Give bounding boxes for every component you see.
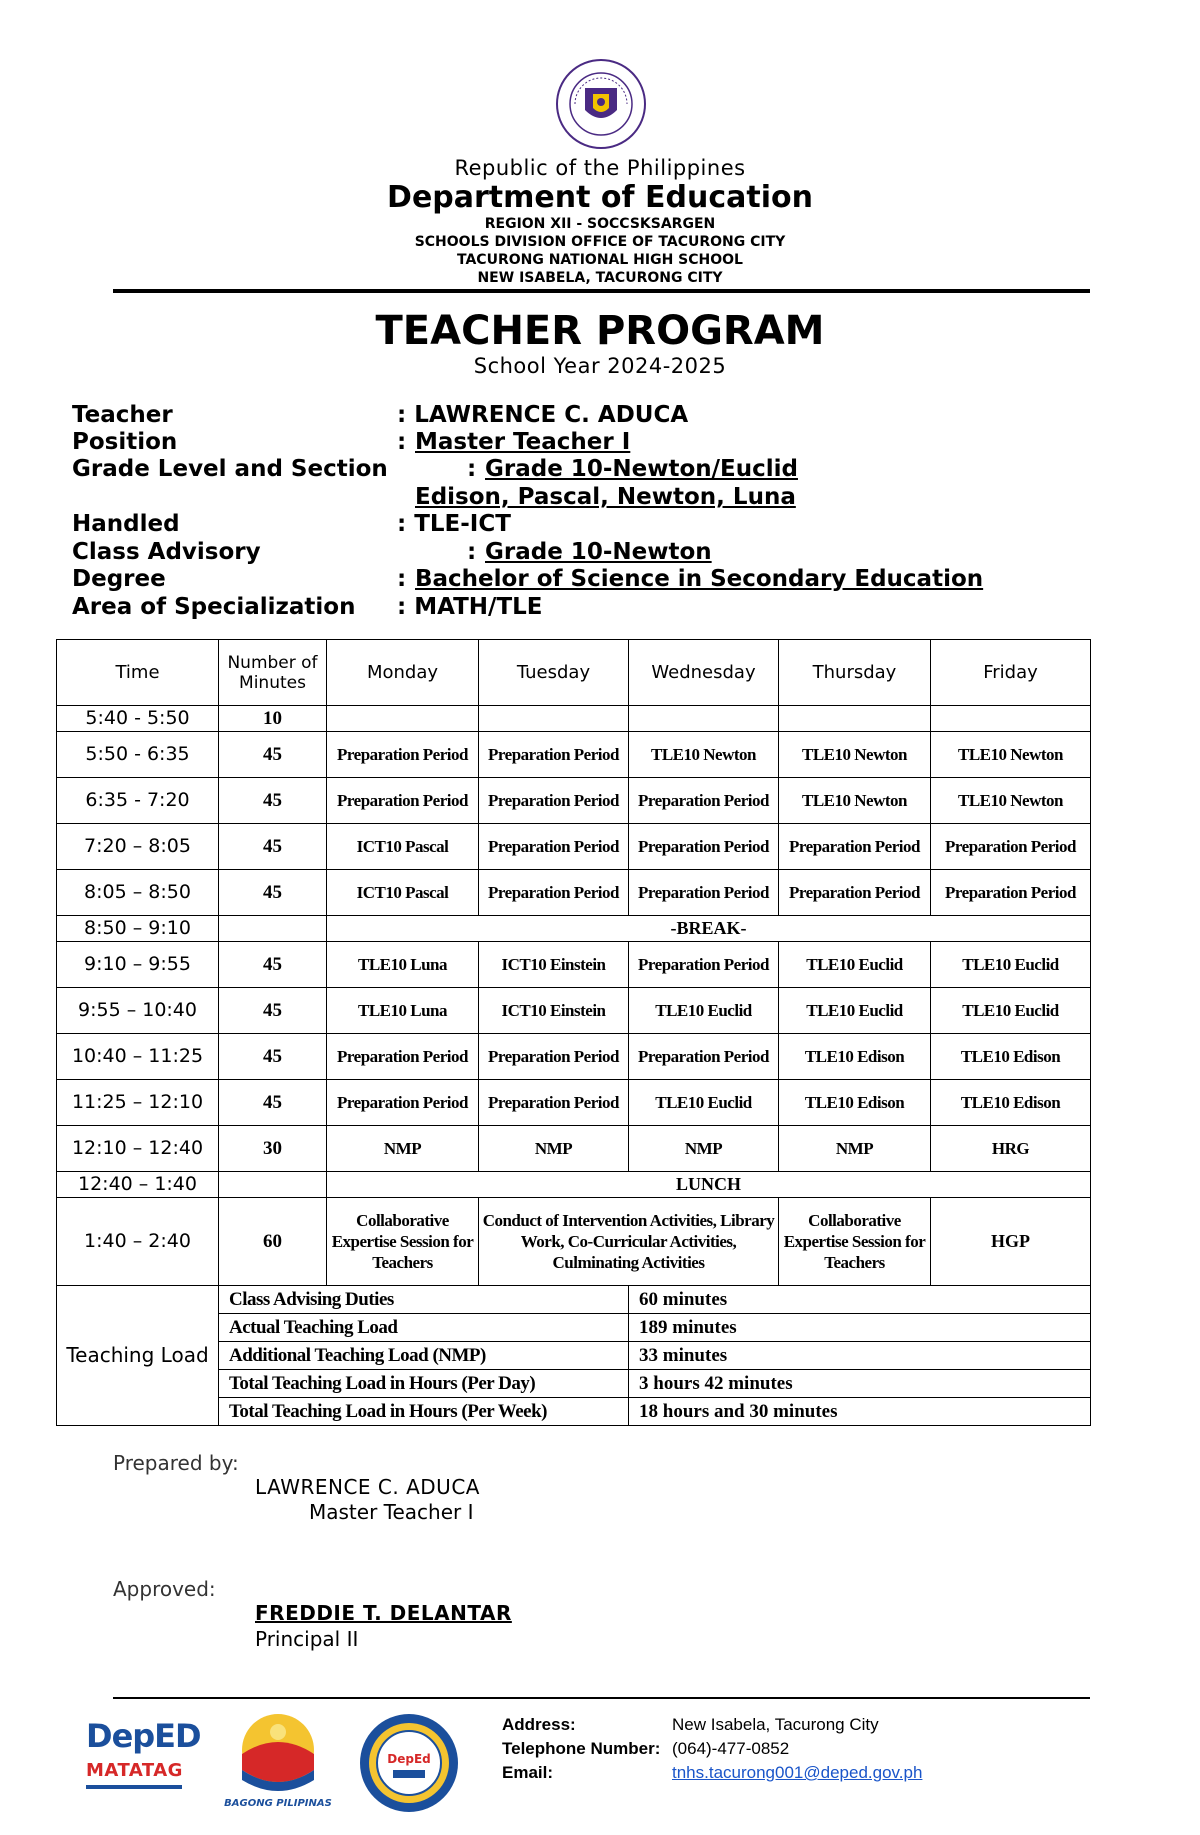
class-cell-tue: Preparation Period	[479, 778, 629, 824]
time-cell: 6:35 - 7:20	[57, 778, 219, 824]
col-thursday: Thursday	[779, 640, 931, 706]
time-cell: 1:40 – 2:40	[57, 1198, 219, 1286]
schedule-row	[57, 1126, 1091, 1172]
bagong-pilipinas-text: BAGONG PILIPINAS	[224, 1798, 332, 1809]
class-cell-thu: Preparation Period	[779, 824, 931, 870]
class-cell-mon: TLE10 Luna	[327, 988, 479, 1034]
schedule-table	[56, 639, 1091, 1426]
class-cell-thu	[779, 706, 931, 732]
schedule-row	[57, 778, 1091, 824]
page-title: TEACHER PROGRAM	[375, 308, 825, 354]
class-cell-fri: TLE10 Newton	[931, 732, 1091, 778]
class-cell-fri: TLE10 Edison	[931, 1034, 1091, 1080]
class-cell-mon: Preparation Period	[327, 732, 479, 778]
time-cell: 9:55 – 10:40	[57, 988, 219, 1034]
time-cell: 10:40 – 11:25	[57, 1034, 219, 1080]
teaching-load-value: 33 minutes	[629, 1342, 1091, 1370]
advisory-value: Grade 10-Newton	[485, 539, 712, 565]
minutes-cell: 45	[219, 824, 327, 870]
class-cell-wed: NMP	[629, 1126, 779, 1172]
handled-label: Handled	[72, 511, 180, 537]
class-cell-fri: TLE10 Edison	[931, 1080, 1091, 1126]
schedule-row	[57, 988, 1091, 1034]
class-cell-fri: HGP	[931, 1198, 1091, 1286]
phone-label: Telephone Number:	[502, 1739, 661, 1758]
class-cell-fri: TLE10 Newton	[931, 778, 1091, 824]
class-cell-wed	[629, 706, 779, 732]
schedule-row	[57, 824, 1091, 870]
approved-label: Approved:	[113, 1577, 216, 1601]
minutes-cell: 45	[219, 778, 327, 824]
class-cell-mon: ICT10 Pascal	[327, 824, 479, 870]
approved-title: Principal II	[255, 1627, 359, 1651]
teaching-load-name: Additional Teaching Load (NMP)	[219, 1342, 629, 1370]
teaching-load-value: 3 hours 42 minutes	[629, 1370, 1091, 1398]
class-cell-tue: Preparation Period	[479, 824, 629, 870]
time-cell: 12:40 – 1:40	[57, 1172, 219, 1198]
class-cell-fri: HRG	[931, 1126, 1091, 1172]
class-cell-tue-wed: Conduct of Intervention Activities, Library Work, Co-Curricular Activities, Culminating Activities	[479, 1198, 779, 1286]
school-seal-text: DepEd	[387, 1752, 431, 1766]
time-cell: 5:50 - 6:35	[57, 732, 219, 778]
minutes-cell	[219, 1172, 327, 1198]
minutes-cell: 45	[219, 870, 327, 916]
email-label: Email:	[502, 1763, 554, 1782]
degree-label: Degree	[72, 566, 166, 592]
class-cell-tue: Preparation Period	[479, 1080, 629, 1126]
class-cell-thu: TLE10 Edison	[779, 1034, 931, 1080]
contact-block	[0, 1713, 1200, 1793]
teaching-load-value: 60 minutes	[629, 1286, 1091, 1314]
class-cell-thu: TLE10 Newton	[779, 778, 931, 824]
deped-seal-logo	[555, 58, 647, 150]
email-link[interactable]: tnhs.tacurong001@deped.gov.ph	[672, 1763, 923, 1782]
class-cell-mon: Collaborative Expertise Session for Teachers	[327, 1198, 479, 1286]
minutes-cell: 45	[219, 732, 327, 778]
class-cell-mon: Preparation Period	[327, 778, 479, 824]
specialization-value: : MATH/TLE	[397, 594, 543, 620]
class-cell-mon: TLE10 Luna	[327, 942, 479, 988]
schedule-row	[57, 1034, 1091, 1080]
region-line: REGION XII - SOCCSKSARGEN	[484, 216, 716, 232]
class-cell-fri	[931, 706, 1091, 732]
deped-wordmark: DepED	[86, 1717, 201, 1755]
col-friday: Friday	[931, 640, 1091, 706]
class-cell-mon: Preparation Period	[327, 1080, 479, 1126]
time-cell: 7:20 – 8:05	[57, 824, 219, 870]
teacher-value: : LAWRENCE C. ADUCA	[397, 402, 689, 428]
phone-value: (064)-477-0852	[672, 1739, 790, 1758]
minutes-cell: 45	[219, 1080, 327, 1126]
class-cell-wed: TLE10 Euclid	[629, 988, 779, 1034]
minutes-cell: 45	[219, 988, 327, 1034]
class-cell-mon: Preparation Period	[327, 1034, 479, 1080]
teaching-load-name: Total Teaching Load in Hours (Per Week)	[219, 1398, 629, 1426]
approved-name: FREDDIE T. DELANTAR	[255, 1601, 512, 1625]
class-cell-fri: Preparation Period	[931, 824, 1091, 870]
school-line: TACURONG NATIONAL HIGH SCHOOL	[457, 252, 743, 268]
minutes-cell: 45	[219, 1034, 327, 1080]
teacher-label: Teacher	[72, 402, 173, 428]
class-cell-thu: TLE10 Newton	[779, 732, 931, 778]
header-divider	[113, 289, 1090, 293]
matatag-wordmark: MATATAG	[86, 1760, 183, 1781]
time-cell: 11:25 – 12:10	[57, 1080, 219, 1126]
teaching-load-value: 189 minutes	[629, 1314, 1091, 1342]
teaching-load-name: Actual Teaching Load	[219, 1314, 629, 1342]
header-row	[57, 640, 1091, 706]
class-cell-wed: Preparation Period	[629, 942, 779, 988]
prepared-label: Prepared by:	[113, 1451, 239, 1475]
col-tuesday: Tuesday	[479, 640, 629, 706]
class-cell-tue	[479, 706, 629, 732]
footer-divider	[113, 1697, 1090, 1699]
class-cell-thu: Collaborative Expertise Session for Teachers	[779, 1198, 931, 1286]
class-cell-wed: TLE10 Euclid	[629, 1080, 779, 1126]
address-value: New Isabela, Tacurong City	[672, 1715, 879, 1734]
class-cell-tue: ICT10 Einstein	[479, 942, 629, 988]
class-cell-tue: Preparation Period	[479, 870, 629, 916]
class-cell-tue: Preparation Period	[479, 732, 629, 778]
teaching-load-row	[57, 1286, 1091, 1314]
minutes-cell: 10	[219, 706, 327, 732]
class-cell-wed: Preparation Period	[629, 870, 779, 916]
division-line: SCHOOLS DIVISION OFFICE OF TACURONG CITY	[414, 234, 786, 250]
position-label: Position	[72, 429, 178, 455]
teaching-load-name: Class Advising Duties	[219, 1286, 629, 1314]
class-cell-mon	[327, 706, 479, 732]
department-name: Department of Education	[387, 180, 813, 215]
republic-line: Republic of the Philippines	[454, 156, 746, 180]
teaching-load-value: 18 hours and 30 minutes	[629, 1398, 1091, 1426]
class-cell-tue: NMP	[479, 1126, 629, 1172]
teaching-load-label: Teaching Load	[57, 1286, 219, 1426]
teacher-info: Teacher : LAWRENCE C. ADUCA Position : Master Teacher I Grade Level and Section : Grade 10-Newton/Euclid Edison, Pascal, Newton, Luna Handled : TLE-ICT Class Advisory : Grade 10-Newton Degree : Bachelor of Science in Secondary Education Area of Specialization : MATH/TLE	[72, 402, 984, 620]
teaching-load-name: Total Teaching Load in Hours (Per Day)	[219, 1370, 629, 1398]
class-cell-tue: Preparation Period	[479, 1034, 629, 1080]
class-cell-wed: Preparation Period	[629, 1034, 779, 1080]
class-cell-fri: Preparation Period	[931, 870, 1091, 916]
minutes-cell: 45	[219, 942, 327, 988]
lunch-label: LUNCH	[327, 1172, 1091, 1198]
address-label: Address:	[502, 1715, 576, 1734]
prepared-title: Master Teacher I	[309, 1500, 474, 1524]
col-minutes: Number of Minutes	[219, 640, 327, 706]
school-year: School Year 2024-2025	[473, 354, 727, 378]
class-cell-thu: TLE10 Edison	[779, 1080, 931, 1126]
class-cell-wed: Preparation Period	[629, 778, 779, 824]
prepared-name: LAWRENCE C. ADUCA	[255, 1475, 480, 1499]
grade-value-sections: Edison, Pascal, Newton, Luna	[415, 484, 796, 510]
handled-value: : TLE-ICT	[397, 511, 511, 537]
break-label: -BREAK-	[327, 916, 1091, 942]
schedule-row	[57, 1080, 1091, 1126]
class-cell-wed: TLE10 Newton	[629, 732, 779, 778]
minutes-cell: 30	[219, 1126, 327, 1172]
schedule-row	[57, 706, 1091, 732]
col-wednesday: Wednesday	[629, 640, 779, 706]
degree-value: Bachelor of Science in Secondary Education	[415, 566, 984, 592]
class-cell-thu: TLE10 Euclid	[779, 988, 931, 1034]
time-cell: 9:10 – 9:55	[57, 942, 219, 988]
position-value: Master Teacher I	[415, 429, 631, 455]
class-cell-thu: NMP	[779, 1126, 931, 1172]
time-cell: 8:50 – 9:10	[57, 916, 219, 942]
grade-label: Grade Level and Section	[72, 456, 388, 482]
col-monday: Monday	[327, 640, 479, 706]
grade-value: Grade 10-Newton/Euclid	[485, 456, 798, 482]
class-cell-tue: ICT10 Einstein	[479, 988, 629, 1034]
class-cell-mon: NMP	[327, 1126, 479, 1172]
minutes-cell	[219, 916, 327, 942]
afternoon-row	[57, 1198, 1091, 1286]
schedule-row	[57, 870, 1091, 916]
time-cell: 8:05 – 8:50	[57, 870, 219, 916]
specialization-label: Area of Specialization	[72, 594, 356, 620]
advisory-label: Class Advisory	[72, 539, 261, 565]
class-cell-wed: Preparation Period	[629, 824, 779, 870]
lunch-row	[57, 1172, 1091, 1198]
location-line: NEW ISABELA, TACURONG CITY	[477, 270, 723, 286]
col-time: Time	[57, 640, 219, 706]
schedule-row	[57, 732, 1091, 778]
minutes-cell: 60	[219, 1198, 327, 1286]
schedule-row	[57, 942, 1091, 988]
class-cell-thu: TLE10 Euclid	[779, 942, 931, 988]
class-cell-fri: TLE10 Euclid	[931, 942, 1091, 988]
class-cell-thu: Preparation Period	[779, 870, 931, 916]
break-row	[57, 916, 1091, 942]
time-cell: 5:40 - 5:50	[57, 706, 219, 732]
class-cell-fri: TLE10 Euclid	[931, 988, 1091, 1034]
time-cell: 12:10 – 12:40	[57, 1126, 219, 1172]
class-cell-mon: ICT10 Pascal	[327, 870, 479, 916]
